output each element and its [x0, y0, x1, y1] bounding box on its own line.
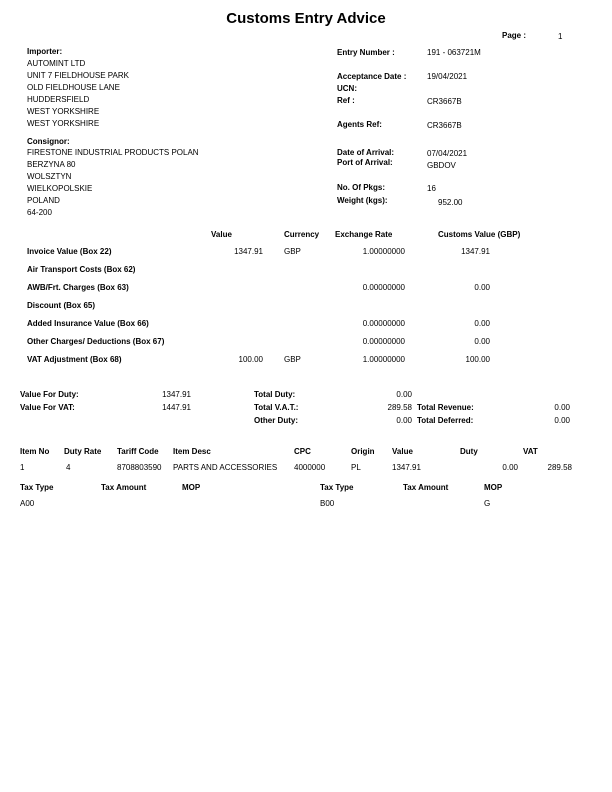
val-row-rate: 1.00000000	[362, 247, 405, 256]
importer-label: Importer:	[27, 47, 63, 56]
val-header-value: Value	[211, 230, 232, 239]
value-for-vat-label: Value For VAT:	[20, 403, 75, 412]
consignor-address	[27, 147, 199, 219]
val-row-rate: 0.00000000	[362, 337, 405, 346]
item-header-cpc: CPC	[294, 447, 311, 456]
item-origin: PL	[351, 463, 361, 472]
item-header-tariff: Tariff Code	[117, 447, 159, 456]
entry-number-label: Entry Number :	[337, 48, 395, 57]
total-vat-label: Total V.A.T.:	[254, 403, 299, 412]
address-line: BERZYNA 80	[27, 160, 76, 169]
item-cpc: 4000000	[294, 463, 326, 472]
tax-header-amount: Tax Amount	[403, 483, 449, 492]
value-for-vat: 1447.91	[162, 403, 191, 412]
val-header-customs: Customs Value (GBP)	[438, 230, 521, 239]
val-row-label: Invoice Value (Box 22)	[27, 247, 112, 256]
value-for-duty-label: Value For Duty:	[20, 390, 79, 399]
val-header-rate: Exchange Rate	[335, 230, 393, 239]
item-header-duty-rate: Duty Rate	[64, 447, 102, 456]
ref-value: CR3667B	[427, 97, 462, 106]
page-label: Page :	[502, 31, 527, 40]
val-row-currency: GBP	[284, 247, 301, 256]
total-revenue: 0.00	[554, 403, 570, 412]
item-no: 1	[20, 463, 25, 472]
tax-mop-right: G	[484, 499, 491, 508]
item-value: 1347.91	[392, 463, 421, 472]
address-line: 64-200	[27, 208, 52, 217]
item-header-value: Value	[392, 447, 413, 456]
arrival-port: GBDOV	[427, 161, 456, 170]
val-row-customs: 0.00	[474, 319, 490, 328]
item-tariff: 8708803590	[117, 463, 162, 472]
val-row-customs: 100.00	[465, 355, 490, 364]
tax-header-amount: Tax Amount	[101, 483, 147, 492]
address-line: UNIT 7 FIELDHOUSE PARK	[27, 71, 129, 80]
acceptance-date-label: Acceptance Date :	[337, 72, 407, 81]
tax-type-left: A00	[20, 499, 35, 508]
val-row-label: Added Insurance Value (Box 66)	[27, 319, 149, 328]
other-duty: 0.00	[396, 416, 412, 425]
item-header-duty: Duty	[460, 447, 478, 456]
val-header-currency: Currency	[284, 230, 320, 239]
item-header-origin: Origin	[351, 447, 375, 456]
item-vat: 289.58	[547, 463, 572, 472]
arrival-date-label: Date of Arrival:	[337, 148, 395, 157]
val-row-label: AWB/Frt. Charges (Box 63)	[27, 283, 129, 292]
val-row-customs: 1347.91	[461, 247, 490, 256]
address-line: WIELKOPOLSKIE	[27, 184, 93, 193]
pkgs-value: 16	[427, 184, 436, 193]
item-duty-rate: 4	[66, 463, 71, 472]
val-row-customs: 0.00	[474, 283, 490, 292]
arrival-port-label: Port of Arrival:	[337, 158, 393, 167]
address-line: AUTOMINT LTD	[27, 59, 86, 68]
ucn-label: UCN:	[337, 84, 357, 93]
address-line: WOLSZTYN	[27, 172, 72, 181]
page-title: Customs Entry Advice	[226, 10, 386, 27]
val-row-rate: 1.00000000	[362, 355, 405, 364]
weight-label: Weight (kgs):	[337, 196, 388, 205]
pkgs-label: No. Of Pkgs:	[337, 183, 386, 192]
tax-header-mop: MOP	[182, 483, 201, 492]
val-row-label: Discount (Box 65)	[27, 301, 96, 310]
tax-type-right: B00	[320, 499, 335, 508]
acceptance-date: 19/04/2021	[427, 72, 468, 81]
item-header-desc: Item Desc	[173, 447, 211, 456]
weight-value: 952.00	[438, 198, 463, 207]
item-desc: PARTS AND ACCESSORIES	[173, 463, 278, 472]
address-line: OLD FIELDHOUSE LANE	[27, 83, 120, 92]
consignor-label: Consignor:	[27, 137, 70, 146]
arrival-date: 07/04/2021	[427, 149, 468, 158]
val-row-label: Air Transport Costs (Box 62)	[27, 265, 136, 274]
val-row-customs: 0.00	[474, 337, 490, 346]
item-duty: 0.00	[502, 463, 518, 472]
address-line: POLAND	[27, 196, 60, 205]
item-header-no: Item No	[20, 447, 50, 456]
page-number: 1	[558, 32, 563, 41]
total-deferred-label: Total Deferred:	[417, 416, 474, 425]
val-row-currency: GBP	[284, 355, 301, 364]
total-duty-label: Total Duty:	[254, 390, 296, 399]
val-row-value: 1347.91	[234, 247, 263, 256]
total-duty: 0.00	[396, 390, 412, 399]
total-vat: 289.58	[387, 403, 412, 412]
tax-header-mop: MOP	[484, 483, 503, 492]
ref-label: Ref :	[337, 96, 355, 105]
tax-header-type: Tax Type	[20, 483, 54, 492]
item-header-vat: VAT	[523, 447, 538, 456]
total-revenue-label: Total Revenue:	[417, 403, 474, 412]
tax-header-type: Tax Type	[320, 483, 354, 492]
val-row-label: VAT Adjustment (Box 68)	[27, 355, 122, 364]
entry-number: 191 - 063721M	[427, 48, 481, 57]
total-deferred: 0.00	[554, 416, 570, 425]
other-duty-label: Other Duty:	[254, 416, 298, 425]
agents-ref-label: Agents Ref:	[337, 120, 382, 129]
address-line: WEST YORKSHIRE	[27, 107, 100, 116]
address-line: FIRESTONE INDUSTRIAL PRODUCTS POLAN	[27, 148, 199, 157]
val-row-rate: 0.00000000	[362, 319, 405, 328]
address-line: WEST YORKSHIRE	[27, 119, 100, 128]
val-row-value: 100.00	[238, 355, 263, 364]
val-row-rate: 0.00000000	[362, 283, 405, 292]
agents-ref-value: CR3667B	[427, 121, 462, 130]
val-row-label: Other Charges/ Deductions (Box 67)	[27, 337, 165, 346]
importer-address	[27, 58, 129, 130]
address-line: HUDDERSFIELD	[27, 95, 90, 104]
value-for-duty: 1347.91	[162, 390, 191, 399]
